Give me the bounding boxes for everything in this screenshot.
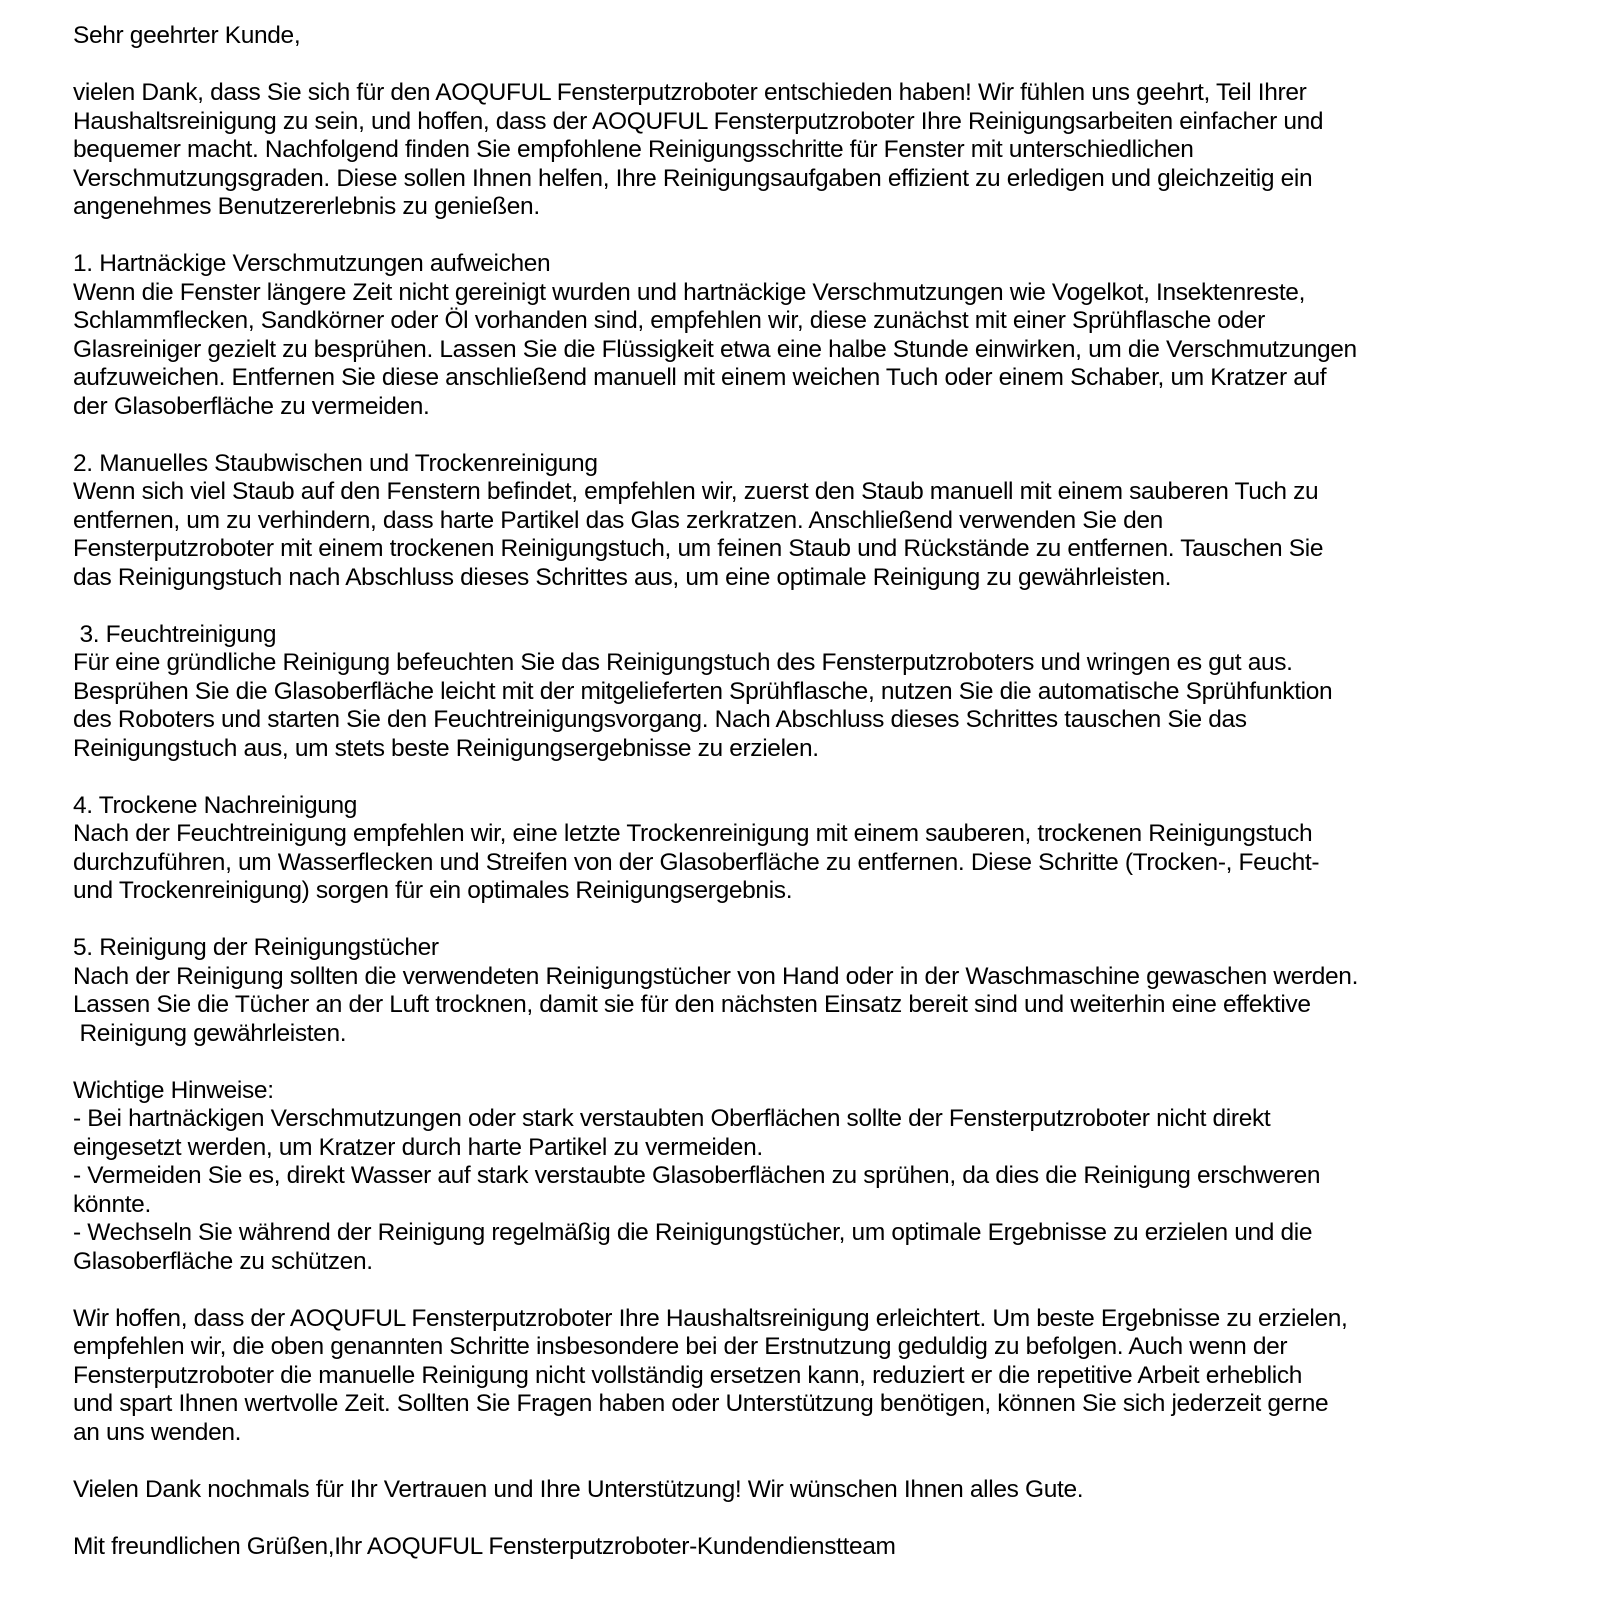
section-heading: 4. Trockene Nachreinigung <box>73 791 358 819</box>
section-2: 2. Manuelles Staubwischen und Trockenreinigung Wenn sich viel Staub auf den Fenstern befindet, empfehlen wir, zuerst den Staub manuell mit einem sauberen Tuch zu entfernen, um zu verhindern, dass harte Partikel das Glas zerkratzen. Anschließend verwenden Sie den Fensterputzroboter mit einem trockenen Reinigungstuch, um feinen Staub und Rückstände zu entfernen. Tauschen Sie das Reinigungstuch nach Abschluss dieses Schrittes aus, um eine optimale Reinigung zu gewährleisten. <box>73 450 1573 593</box>
section-heading: 1. Hartnäckige Verschmutzungen aufweichen <box>73 250 551 277</box>
section-4: 4. Trockene Nachreinigung Nach der Feuchtreinigung empfehlen wir, eine letzte Trockenreinigung mit einem sauberen, trockenen Reinigungstuch durchzuführen, um Wasserflecken und Streifen von der Glasoberfläche zu entfernen. Diese Schritte (Trocken-, Feucht- und Trockenreinigung) sorgen für ein optimales Reinigungsergebnis. <box>73 792 1573 906</box>
thanks-line: Vielen Dank nochmals für Ihr Vertrauen und Ihre Unterstützung! Wir wünschen Ihnen alles Gute. <box>73 1475 1084 1503</box>
intro-paragraph: vielen Dank, dass Sie sich für den AOQUFUL Fensterputzroboter entschieden haben! Wir fühlen uns geehrt, Teil Ihrer Haushaltsreinigung zu sein, und hoffen, dass der AOQUFUL Fensterputzroboter Ihre Reinigungsarbeiten einfacher und bequemer macht. Nachfolgend finden Sie empfohlene Reinigungsschritte für Fenster mit unterschiedlichen Verschmutzungsgraden. Diese sollen Ihnen helfen, Ihre Reinigungsaufgaben effizient zu erledigen und gleichzeitig ein angenehmes Benutzererlebnis zu genießen. <box>73 79 1324 220</box>
letter-document <box>73 22 1573 1561</box>
important-notes: Wichtige Hinweise: - Bei hartnäckigen Verschmutzungen oder stark verstaubten Oberflächen sollte der Fensterputzroboter nicht direkt eingesetzt werden, um Kratzer durch harte Partikel zu vermeiden. - Vermeiden Sie es, direkt Wasser auf stark verstaubte Glasoberflächen zu sprühen, da dies die Reinigung erschweren könnte. - Wechseln Sie während der Reinigung regelmäßig die Reinigungstücher, um optimale Ergebnisse zu erzielen und die Glasoberfläche zu schützen. <box>73 1077 1573 1277</box>
section-heading: Wichtige Hinweise: <box>73 1076 274 1104</box>
section-5: 5. Reinigung der Reinigungstücher Nach der Reinigung sollten die verwendeten Reinigungstücher von Hand oder in der Waschmaschine gewaschen werden. Lassen Sie die Tücher an der Luft trocknen, damit sie für den nächsten Einsatz bereit sind und weiterhin eine effektive Reinigung gewährleisten. <box>73 934 1573 1048</box>
section-3: 3. Feuchtreinigung Für eine gründliche Reinigung befeuchten Sie das Reinigungstuch des Fensterputzroboters und wringen es gut aus. Besprühen Sie die Glasoberfläche leicht mit der mitgelieferten Sprühflasche, nutzen Sie die automatische Sprühfunktion des Roboters und starten Sie den Feuchtreinigungsvorgang. Nach Abschluss dieses Schrittes tauschen Sie das Reinigungstuch aus, um stets beste Reinigungsergebnisse zu erzielen. <box>73 621 1573 764</box>
section-1: 1. Hartnäckige Verschmutzungen aufweichen Wenn die Fenster längere Zeit nicht gereinigt wurden und hartnäckige Verschmutzungen wie Vogelkot, Insektenreste, Schlammflecken, Sandkörner oder Öl vorhanden sind, empfehlen wir, diese zunächst mit einer Sprühflasche oder Glasreiniger gezielt zu besprühen. Lassen Sie die Flüssigkeit etwa eine halbe Stunde einwirken, um die Verschmutzungen aufzuweichen. Entfernen Sie diese anschließend manuell mit einem weichen Tuch oder einem Schaber, um Kratzer auf der Glasoberfläche zu vermeiden. <box>73 250 1573 421</box>
section-heading: 3. Feuchtreinigung <box>73 620 277 648</box>
closing-paragraph: Wir hoffen, dass der AOQUFUL Fensterputzroboter Ihre Haushaltsreinigung erleichtert. Um beste Ergebnisse zu erzielen, empfehlen wir, die oben genannten Schritte insbesondere bei der Erstnutzung geduldig zu befolgen. Auch wenn der Fensterputzroboter die manuelle Reinigung nicht vollständig ersetzen kann, reduziert er die repetitive Arbeit erheblich und spart Ihnen wertvolle Zeit. Sollten Sie Fragen haben oder Unterstützung benötigen, können Sie sich jederzeit gerne an uns wenden. <box>73 1304 1348 1446</box>
section-heading: 5. Reinigung der Reinigungstücher <box>73 934 439 961</box>
section-heading: 2. Manuelles Staubwischen und Trockenreinigung <box>73 449 598 477</box>
greeting: Sehr geehrter Kunde, <box>73 22 301 49</box>
signature: Mit freundlichen Grüßen,Ihr AOQUFUL Fensterputzroboter-Kundendienstteam <box>73 1532 896 1560</box>
